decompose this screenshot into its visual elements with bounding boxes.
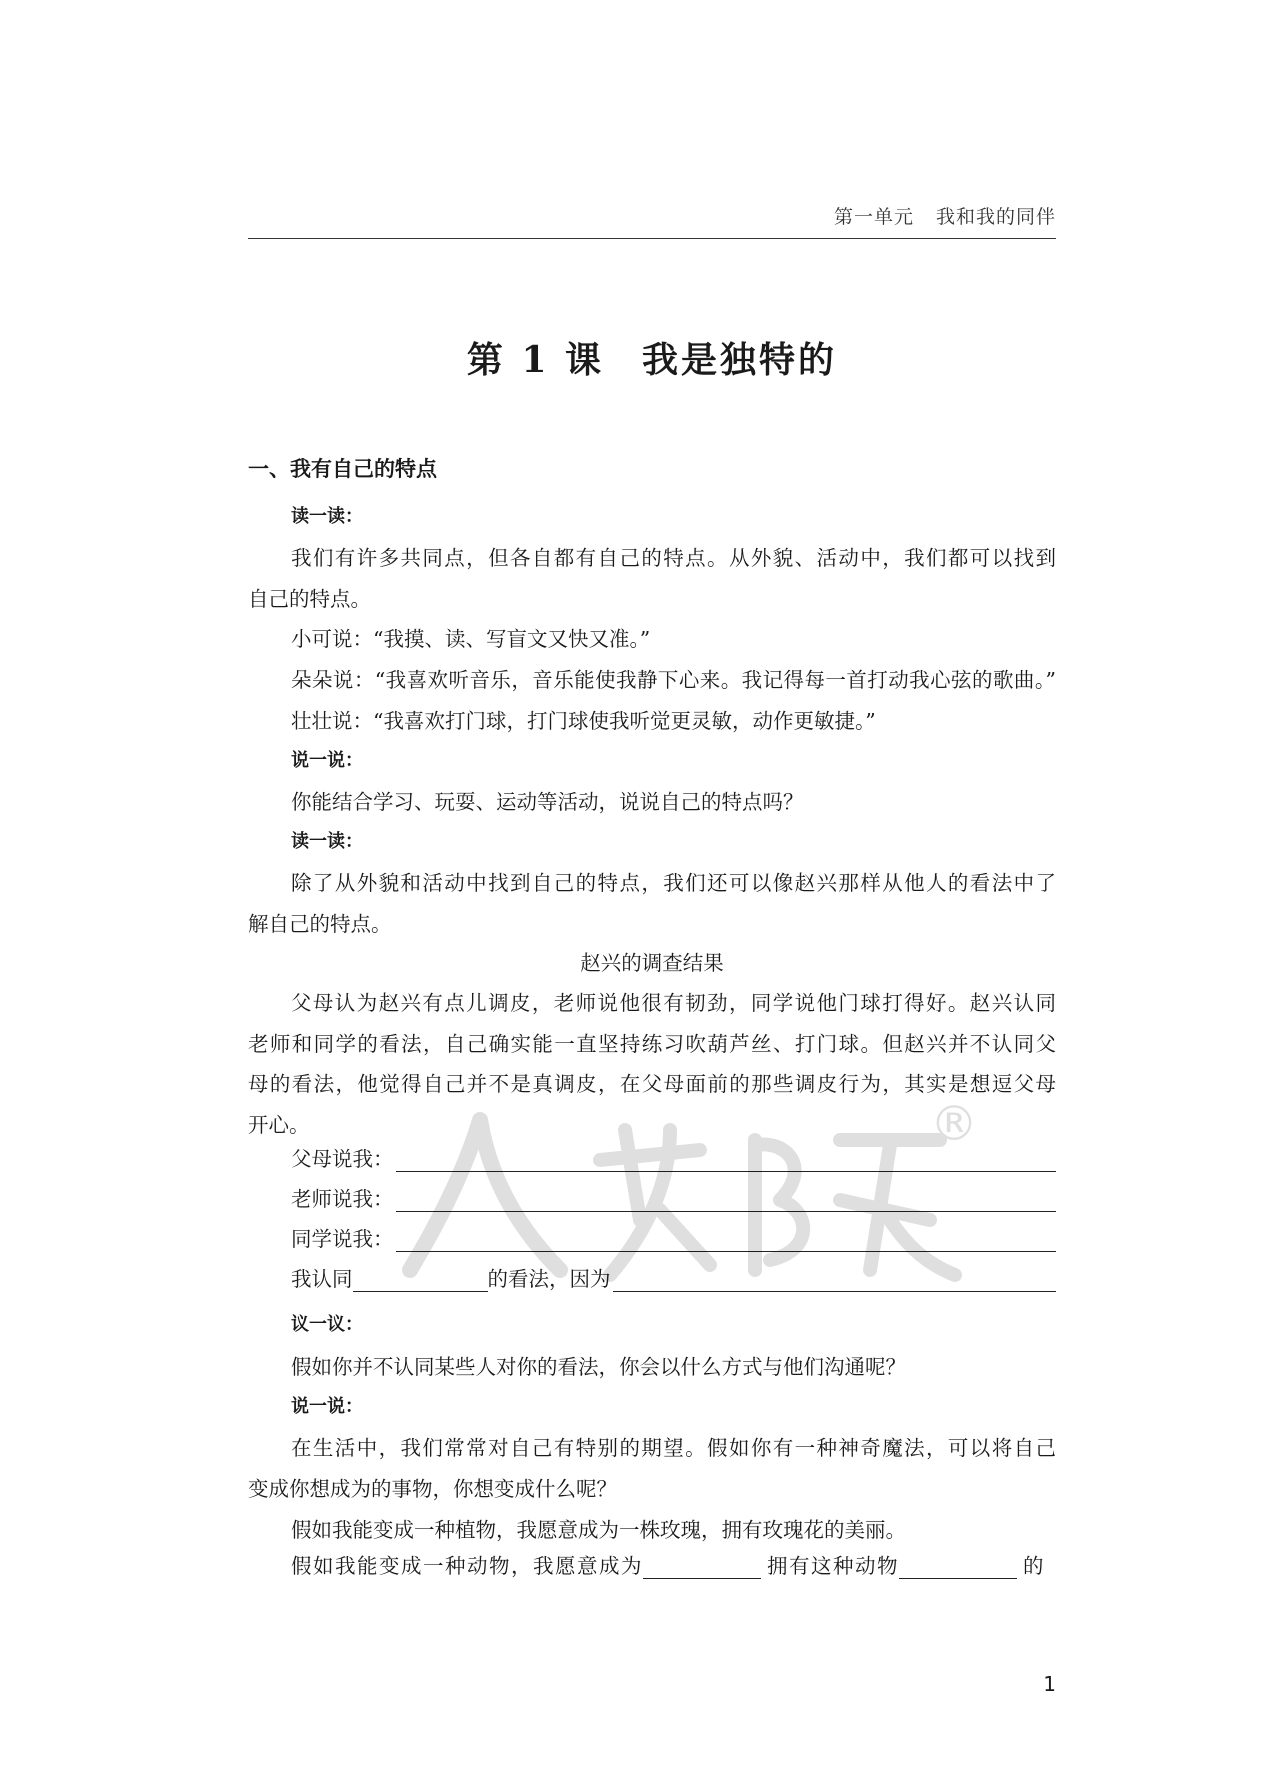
paragraph-line: 母的看法，他觉得自己并不是真调皮，在父母面前的那些调皮行为，其实是想逗父母: [248, 1072, 1056, 1096]
paragraph-line: 解自己的特点。: [248, 912, 392, 936]
paragraph-line: 变成你想成为的事物，你想变成什么呢？: [248, 1477, 617, 1501]
paragraph-line: 我们有许多共同点，但各自都有自己的特点。从外貌、活动中，我们都可以找到: [291, 546, 1056, 570]
answer-blank[interactable]: [643, 1558, 761, 1579]
quote-zhuangzhuang: 壮壮说：“我喜欢打门球，打门球使我听觉更灵敏，动作更敏捷。”: [291, 709, 876, 733]
registered-mark: ®: [930, 1100, 978, 1152]
lesson-name: 我是独特的: [642, 339, 838, 381]
fill-row-animal: [291, 1549, 1056, 1579]
read-label: 读一读：: [291, 506, 363, 527]
unit-title: 我和我的同伴: [935, 206, 1056, 228]
say-label: 说一说：: [291, 750, 363, 771]
read-label: 读一读：: [291, 831, 363, 852]
paragraph-line: 在生活中，我们常常对自己有特别的期望。假如你有一种神奇魔法，可以将自己: [291, 1436, 1056, 1460]
fill-label: 假如我能变成一种动物，我愿意成为: [291, 1554, 643, 1578]
fill-label: 拥有这种动物: [767, 1554, 899, 1578]
discuss-label: 议一议：: [291, 1314, 363, 1335]
unit-number: 第一单元: [833, 206, 914, 228]
paragraph-line: 父母认为赵兴有点儿调皮，老师说他很有韧劲，同学说他门球打得好。赵兴认同: [291, 991, 1056, 1015]
publisher-watermark: [370, 1100, 990, 1290]
fill-label: 我认同: [291, 1267, 353, 1291]
fill-label: 同学说我：: [291, 1227, 394, 1251]
paragraph-line: 假如你并不认同某些人对你的看法，你会以什么方式与他们沟通呢？: [291, 1355, 906, 1379]
fill-label: 的看法，因为: [487, 1267, 611, 1291]
say-label: 说一说：: [291, 1396, 363, 1417]
paragraph-line: 开心。: [248, 1113, 310, 1137]
paragraph-line: 自己的特点。: [248, 587, 371, 611]
fill-label: 老师说我：: [291, 1187, 394, 1211]
answer-blank[interactable]: [899, 1558, 1017, 1579]
paragraph-line: 除了从外貌和活动中找到自己的特点，我们还可以像赵兴那样从他人的看法中了: [291, 871, 1056, 895]
quote-duoduo: 朵朵说：“我喜欢听音乐，音乐能使我静下心来。我记得每一首打动我心弦的歌曲。”: [291, 668, 1056, 692]
lesson-number: 第 1 课: [466, 339, 605, 381]
paragraph-line: 你能结合学习、玩耍、运动等活动，说说自己的特点吗？: [291, 790, 804, 814]
survey-title: 赵兴的调查结果: [580, 951, 724, 975]
fill-label: 父母说我：: [291, 1147, 394, 1171]
page-number: 1: [1043, 1672, 1056, 1696]
paragraph-line: 老师和同学的看法，自己确实能一直坚持练习吹葫芦丝、打门球。但赵兴并不认同父: [248, 1032, 1056, 1056]
section-body: [248, 0, 1056, 1789]
fill-label: 的: [1023, 1554, 1044, 1578]
quote-xiaoke: 小可说：“我摸、读、写盲文又快又准。”: [291, 627, 651, 651]
section-heading: 一、我有自己的特点: [248, 457, 437, 481]
paragraph-line: 假如我能变成一种植物，我愿意成为一株玫瑰，拥有玫瑰花的美丽。: [291, 1518, 906, 1542]
